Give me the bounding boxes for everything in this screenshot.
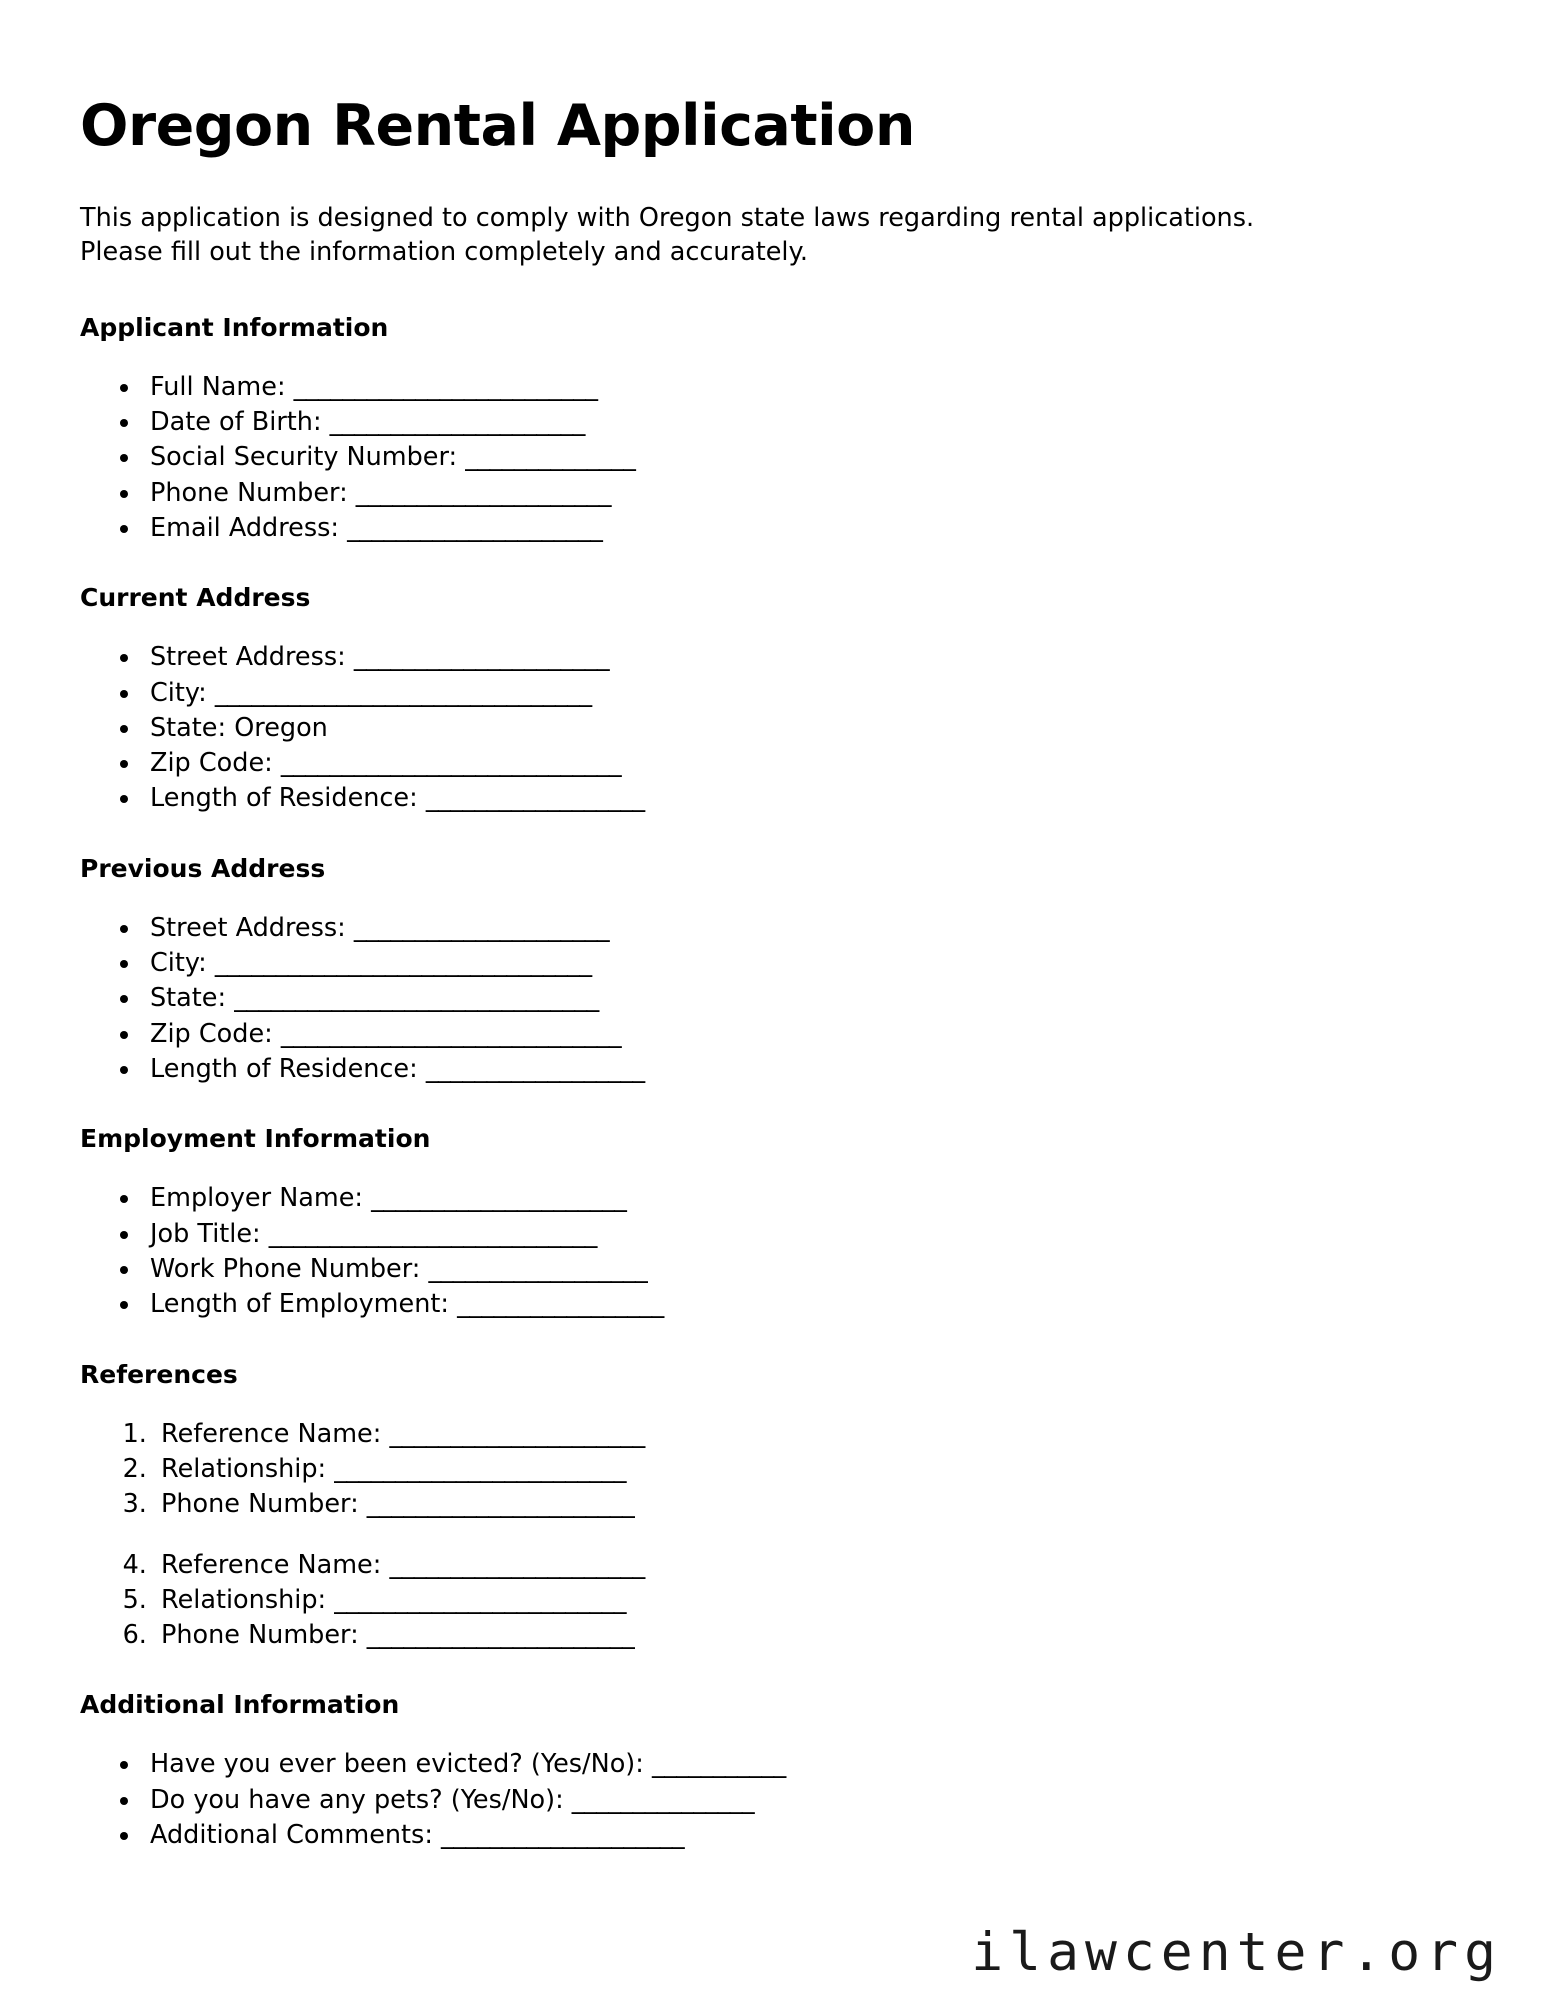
section-employment-information (80, 1087, 1480, 1322)
list-item (142, 1252, 1480, 1287)
field-blank-line[interactable]: ____________________ (441, 1820, 685, 1851)
field-label: City: (150, 677, 207, 708)
list-item (142, 511, 1480, 546)
section-previous-address (80, 817, 1480, 1088)
field-blank-line[interactable]: ___________________________ (268, 1218, 597, 1249)
list-item (155, 1548, 1480, 1583)
list-item (142, 476, 1480, 511)
current-address-field-list (80, 613, 1480, 817)
list-item (142, 981, 1480, 1016)
list-item (142, 440, 1480, 475)
field-blank-line[interactable]: _______________ (571, 1784, 755, 1815)
field-label: City: (150, 948, 207, 979)
list-item (142, 1181, 1480, 1216)
field-blank-line[interactable]: _____________________ (355, 477, 611, 508)
section-current-address (80, 546, 1480, 817)
field-label: Zip Code: (150, 748, 273, 779)
field-label: Street Address: (150, 912, 346, 943)
previous-address-field-list (80, 884, 1480, 1088)
field-label: Employer Name: (150, 1183, 364, 1214)
field-label: Reference Name: (161, 1418, 382, 1449)
list-item (142, 1052, 1480, 1087)
field-label: Job Title: (150, 1218, 261, 1249)
field-label: Email Address: (150, 512, 339, 543)
document-content (80, 0, 1480, 1853)
field-blank-line[interactable]: _____________________ (347, 512, 603, 543)
list-item (142, 1747, 1480, 1782)
additional-field-list (80, 1720, 1480, 1853)
field-label: Length of Residence: (150, 783, 418, 814)
field-blank-line[interactable]: ________________________ (334, 1584, 626, 1615)
references-field-list-second (80, 1523, 1480, 1654)
field-blank-line[interactable]: _____________________ (353, 642, 609, 673)
field-label: State: Oregon (150, 712, 328, 743)
list-item (142, 746, 1480, 781)
field-blank-line[interactable]: _____________________ (329, 406, 585, 437)
section-heading-applicant-information: Applicant Information (80, 312, 389, 342)
field-blank-line[interactable]: ______________________________ (234, 983, 599, 1014)
section-additional-information (80, 1653, 1480, 1853)
field-blank-line[interactable]: ______________________ (366, 1489, 635, 1520)
list-item (155, 1487, 1480, 1522)
list-item (142, 370, 1480, 405)
field-label: Relationship: (161, 1584, 327, 1615)
field-blank-line[interactable]: ______________________ (366, 1620, 635, 1651)
list-item (155, 1417, 1480, 1452)
section-heading-current-address: Current Address (80, 583, 311, 613)
page-title: Oregon Rental Application (80, 93, 915, 159)
field-blank-line[interactable]: _________________ (457, 1289, 664, 1320)
list-item (142, 711, 1480, 746)
field-blank-line[interactable]: _____________________ (389, 1418, 645, 1449)
applicant-field-list (80, 343, 1480, 547)
section-heading-references: References (80, 1359, 238, 1389)
field-blank-line[interactable]: _______________________________ (214, 948, 592, 979)
field-label: Phone Number: (161, 1489, 359, 1520)
field-label: Street Address: (150, 642, 346, 673)
field-blank-line[interactable]: __________________ (425, 1054, 645, 1085)
list-item (142, 946, 1480, 981)
field-label: Do you have any pets? (Yes/No): (150, 1784, 564, 1815)
field-label: Date of Birth: (150, 406, 322, 437)
section-applicant-information (80, 270, 1480, 547)
field-label: Zip Code: (150, 1018, 273, 1049)
field-blank-line[interactable]: _____________________ (353, 912, 609, 943)
list-item (142, 1287, 1480, 1322)
list-item (155, 1583, 1480, 1618)
list-item (142, 405, 1480, 440)
site-watermark: ilawcenter.org (971, 1922, 1502, 1983)
list-item (142, 781, 1480, 816)
field-blank-line[interactable]: _________________________ (293, 371, 598, 402)
field-label: State: (150, 983, 227, 1014)
field-blank-line[interactable]: ____________________________ (280, 748, 622, 779)
list-item (155, 1452, 1480, 1487)
field-blank-line[interactable]: ___________ (651, 1749, 786, 1780)
section-heading-additional-information: Additional Information (80, 1690, 400, 1720)
section-heading-employment-information: Employment Information (80, 1124, 431, 1154)
section-heading-previous-address: Previous Address (80, 853, 326, 883)
list-item (142, 1217, 1480, 1252)
field-label: Length of Residence: (150, 1054, 418, 1085)
field-label: Length of Employment: (150, 1289, 449, 1320)
field-label: Phone Number: (161, 1620, 359, 1651)
field-blank-line[interactable]: ____________________________ (280, 1018, 622, 1049)
list-item (142, 1783, 1480, 1818)
field-blank-line[interactable]: ______________ (465, 442, 636, 473)
employment-field-list (80, 1154, 1480, 1322)
section-references (80, 1323, 1480, 1654)
field-blank-line[interactable]: __________________ (428, 1253, 648, 1284)
list-item (142, 1017, 1480, 1052)
field-label: Reference Name: (161, 1549, 382, 1580)
list-item (142, 911, 1480, 946)
references-field-list-first (80, 1390, 1480, 1523)
field-label: Relationship: (161, 1453, 327, 1484)
field-label: Work Phone Number: (150, 1253, 421, 1284)
list-item (142, 676, 1480, 711)
field-blank-line[interactable]: ________________________ (334, 1453, 626, 1484)
field-blank-line[interactable]: _______________________________ (214, 677, 592, 708)
field-label: Have you ever been evicted? (Yes/No): (150, 1749, 644, 1780)
list-item (155, 1618, 1480, 1653)
field-label: Social Security Number: (150, 442, 458, 473)
intro-paragraph: This application is designed to comply with Oregon state laws regarding rental applications. Please fill out the information completely and accurately. (80, 202, 1255, 267)
list-item (142, 1818, 1480, 1853)
field-label: Full Name: (150, 371, 286, 402)
field-blank-line[interactable]: _____________________ (389, 1549, 645, 1580)
field-label: Phone Number: (150, 477, 348, 508)
field-blank-line[interactable]: _____________________ (371, 1183, 627, 1214)
field-label: Additional Comments: (150, 1820, 433, 1851)
list-item (142, 640, 1480, 675)
field-blank-line[interactable]: __________________ (425, 783, 645, 814)
